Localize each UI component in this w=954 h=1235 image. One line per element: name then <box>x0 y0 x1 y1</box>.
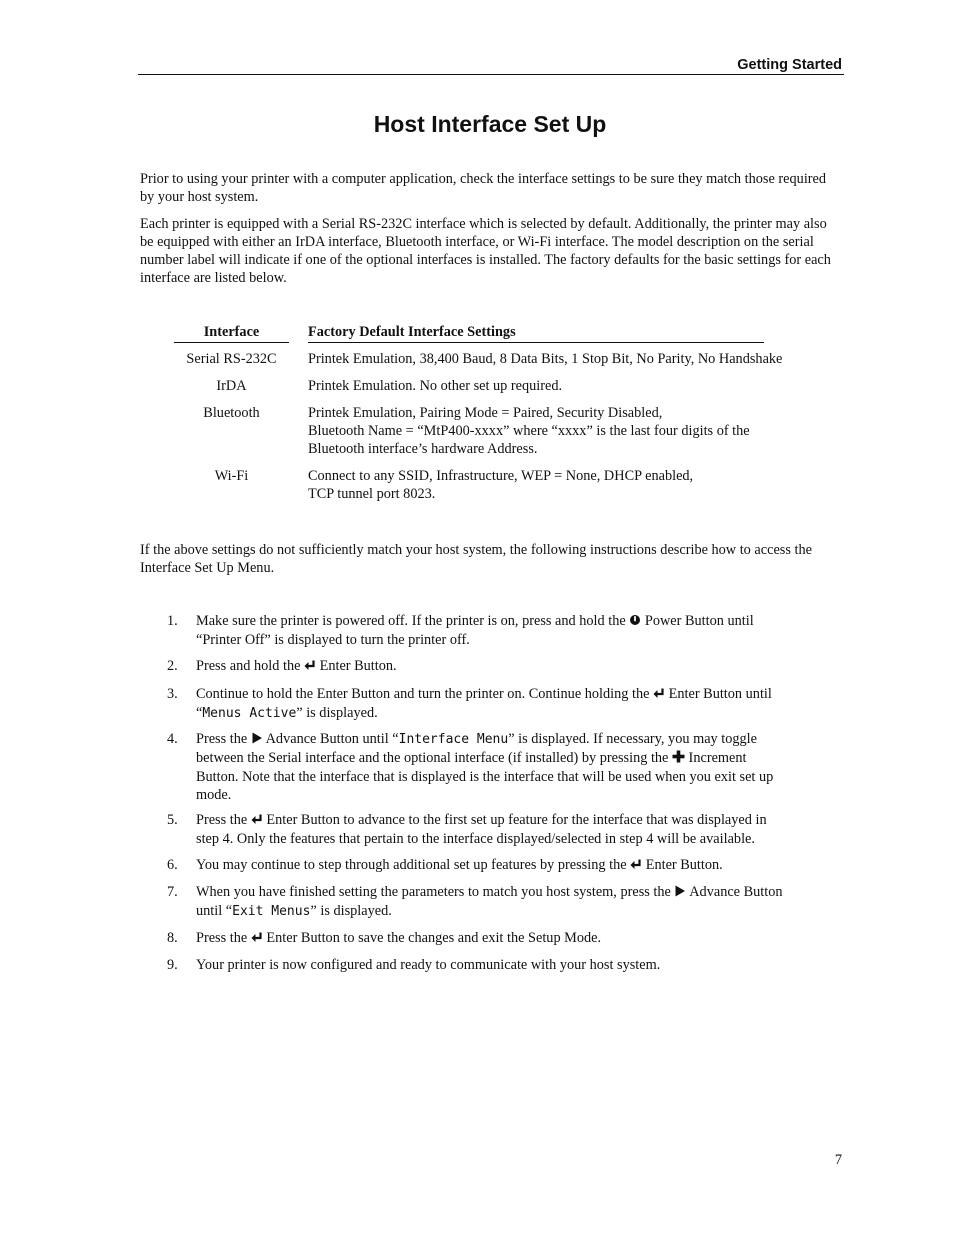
page-number: 7 <box>834 1152 842 1168</box>
column-header-settings: Factory Default Interface Settings <box>308 323 764 343</box>
step-number: 1. <box>167 613 178 629</box>
step-number: 2. <box>167 658 178 674</box>
settings-line: Connect to any SSID, Infrastructure, WEP = None, DHCP enabled, <box>308 468 694 484</box>
enter-icon <box>653 686 665 704</box>
step-text: Press the Enter Button to advance to the first set up feature for the interface that was displayed in step 4. Only the features that pertain to the interface displayed/selected in step 4 will be available. <box>196 812 767 847</box>
settings-line: Printek Emulation. No other set up required. <box>308 378 563 394</box>
intro-paragraph-2: Each printer is equipped with a Serial RS-232C interface which is selected by default. Additionally, the printer may also be equipped with either an IrDA interface, Bluetooth interface, or Wi-Fi interface. The model description on the serial number label will indicate if one of the optional interfaces is installed. The factory defaults for the basic settings for each interface are listed below. <box>140 216 831 286</box>
advance-icon <box>674 884 686 902</box>
intro-paragraph-1: Prior to using your printer with a computer application, check the interface settings to be sure they match those required by your host system. <box>140 171 827 205</box>
display-message: Exit Menus <box>232 904 311 919</box>
settings-line: Bluetooth interface’s hardware Address. <box>308 441 538 457</box>
step-number: 8. <box>167 930 178 946</box>
header-rule <box>138 74 844 75</box>
interface-settings <box>308 467 838 503</box>
settings-line: TCP tunnel port 8023. <box>308 486 436 502</box>
display-message: Menus Active <box>202 706 297 721</box>
interface-name: IrDA <box>216 378 247 394</box>
column-header-interface: Interface <box>174 323 289 343</box>
interface-name: Serial RS-232C <box>186 351 277 367</box>
step-text: Press and hold the Enter Button. <box>196 658 397 674</box>
display-message: Interface Menu <box>398 732 509 747</box>
step-text: Press the Enter Button to save the changes and exit the Setup Mode. <box>196 930 602 946</box>
interface-name: Wi-Fi <box>214 468 249 484</box>
section-title: Getting Started <box>737 57 842 73</box>
enter-icon <box>251 930 263 948</box>
plus-icon <box>672 750 685 768</box>
interface-name: Bluetooth <box>203 405 260 421</box>
advance-icon <box>251 731 263 749</box>
page-title: Host Interface Set Up <box>373 111 607 137</box>
interface-settings <box>308 404 838 458</box>
enter-icon <box>251 812 263 830</box>
settings-line: Printek Emulation, Pairing Mode = Paired, Security Disabled, <box>308 405 663 421</box>
interface-settings <box>308 377 838 395</box>
step-number: 7. <box>167 884 178 900</box>
interface-settings <box>308 350 838 368</box>
step-text: Press the Advance Button until “Interface Menu” is displayed. If necessary, you may toggle between the Serial interface and the optional interface (if installed) by pressing the Increment Button. Note that the interface that is displayed is the interface that will be used when you exit set up mode. <box>196 731 774 803</box>
step-number: 9. <box>167 957 178 973</box>
step-text: Your printer is now configured and ready to communicate with your host system. <box>196 957 661 973</box>
step-text: When you have finished setting the parameters to match you host system, press the Advance Button until “Exit Menus” is displayed. <box>196 884 783 919</box>
power-icon <box>629 613 641 631</box>
enter-icon <box>630 857 642 875</box>
settings-line: Bluetooth Name = “MtP400-xxxx” where “xxxx” is the last four digits of the <box>308 423 750 439</box>
settings-line: Printek Emulation, 38,400 Baud, 8 Data Bits, 1 Stop Bit, No Parity, No Handshake <box>308 351 783 367</box>
step-number: 5. <box>167 812 178 828</box>
step-text: Continue to hold the Enter Button and turn the printer on. Continue holding the Enter Button until “Menus Active” is displayed. <box>196 686 772 721</box>
step-text: Make sure the printer is powered off. If the printer is on, press and hold the Power Button until “Printer Off” is displayed to turn the printer off. <box>196 613 754 648</box>
step-number: 6. <box>167 857 178 873</box>
step-text: You may continue to step through additional set up features by pressing the Enter Button. <box>196 857 723 873</box>
after-table-paragraph: If the above settings do not sufficiently match your host system, the following instructions describe how to access the Interface Set Up Menu. <box>140 542 812 576</box>
step-number: 4. <box>167 731 178 747</box>
enter-icon <box>304 658 316 676</box>
step-number: 3. <box>167 686 178 702</box>
